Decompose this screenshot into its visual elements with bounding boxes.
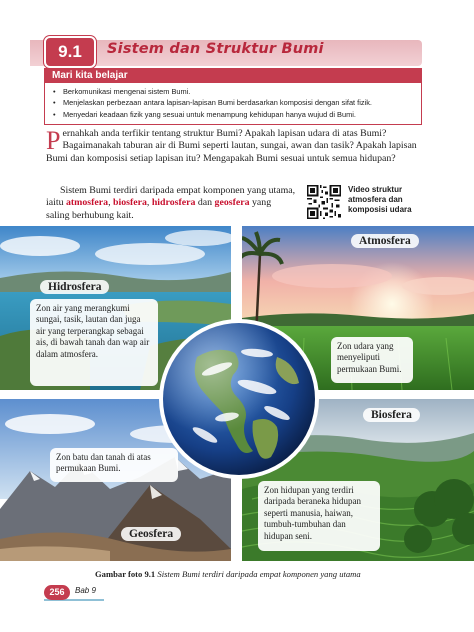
qr-caption: Video struktur atmosfera dan komposisi udara [348, 185, 412, 214]
separator: , [108, 197, 113, 209]
term-biosfera: biosfera [112, 197, 147, 209]
term-atmosfera: atmosfera [65, 197, 109, 209]
biosfera-description: Zon hidupan yang terdiri daripada beraneka hidupan seperti manusia, haiwan, tumbuh-tumbuhan dan hidupan seni. [258, 481, 380, 551]
objectives-label: Mari kita belajar [52, 70, 128, 81]
section-title: Sistem dan Struktur Bumi [107, 41, 324, 57]
figure-caption-text: Sistem Bumi terdiri daripada empat komponen yang utama [157, 569, 361, 579]
hidrosfera-title: Hidrosfera [40, 280, 109, 294]
separator: , [146, 197, 152, 209]
atmosfera-title: Atmosfera [351, 234, 419, 248]
biosfera-title: Biosfera [363, 408, 420, 422]
page-number: 256 [44, 585, 70, 600]
figure-label: Gambar foto 9.1 [95, 569, 156, 579]
atmosfera-description: Zon udara yang menyeliputi permukaan Bumi. [331, 337, 413, 383]
drop-cap: P [46, 126, 61, 155]
geosfera-title: Geosfera [121, 527, 181, 541]
objective-item: • Menyedari keadaan fizik yang sesuai untuk menampung kehidupan hanya wujud di Bumi. [53, 109, 415, 120]
figure-caption [95, 569, 465, 580]
section-number-badge: 9.1 [44, 36, 96, 68]
separator: dan [195, 197, 215, 209]
objectives-box [44, 83, 422, 125]
geosfera-description: Zon batu dan tanah di atas permukaan Bumi. [50, 448, 178, 482]
intro-paragraph [46, 128, 426, 165]
earth-globe-icon [157, 317, 321, 481]
term-geosfera: geosfera [214, 197, 250, 209]
system-text-after: yang saling berhubung kait. [46, 197, 272, 221]
objective-item: • Menjelaskan perbezaan antara lapisan-lapisan Bumi berdasarkan komposisi dengan sifat fizik. [53, 97, 415, 108]
hidrosfera-description: Zon air yang merangkumi sungai, tasik, lautan dan juga air yang terperangkap sebagai ais, di bawah tanah dan wap air dalam atmosfera. [30, 299, 158, 386]
intro-text: ernahkah anda terfikir tentang struktur Bumi? Apakah lapisan udara di atas Bumi? Bagaimanakah taburan air di Bumi seperti lautan, sungai, awan dan tasik? Apakah lapisan Bumi dan komposisi setiap lapisan itu? Mengapakah Bumi sesuai untuk semua hidupan? [46, 128, 417, 164]
term-hidrosfera: hidrosfera [151, 197, 196, 209]
objectives-list [53, 86, 415, 120]
objective-item: • Berkomunikasi mengenai sistem Bumi. [53, 86, 415, 97]
qr-code-icon[interactable] [307, 185, 341, 219]
system-text-before: Sistem Bumi terdiri daripada empat komponen yang utama, iaitu [46, 185, 296, 209]
chapter-label: Bab 9 [75, 586, 96, 595]
system-paragraph [46, 185, 296, 222]
